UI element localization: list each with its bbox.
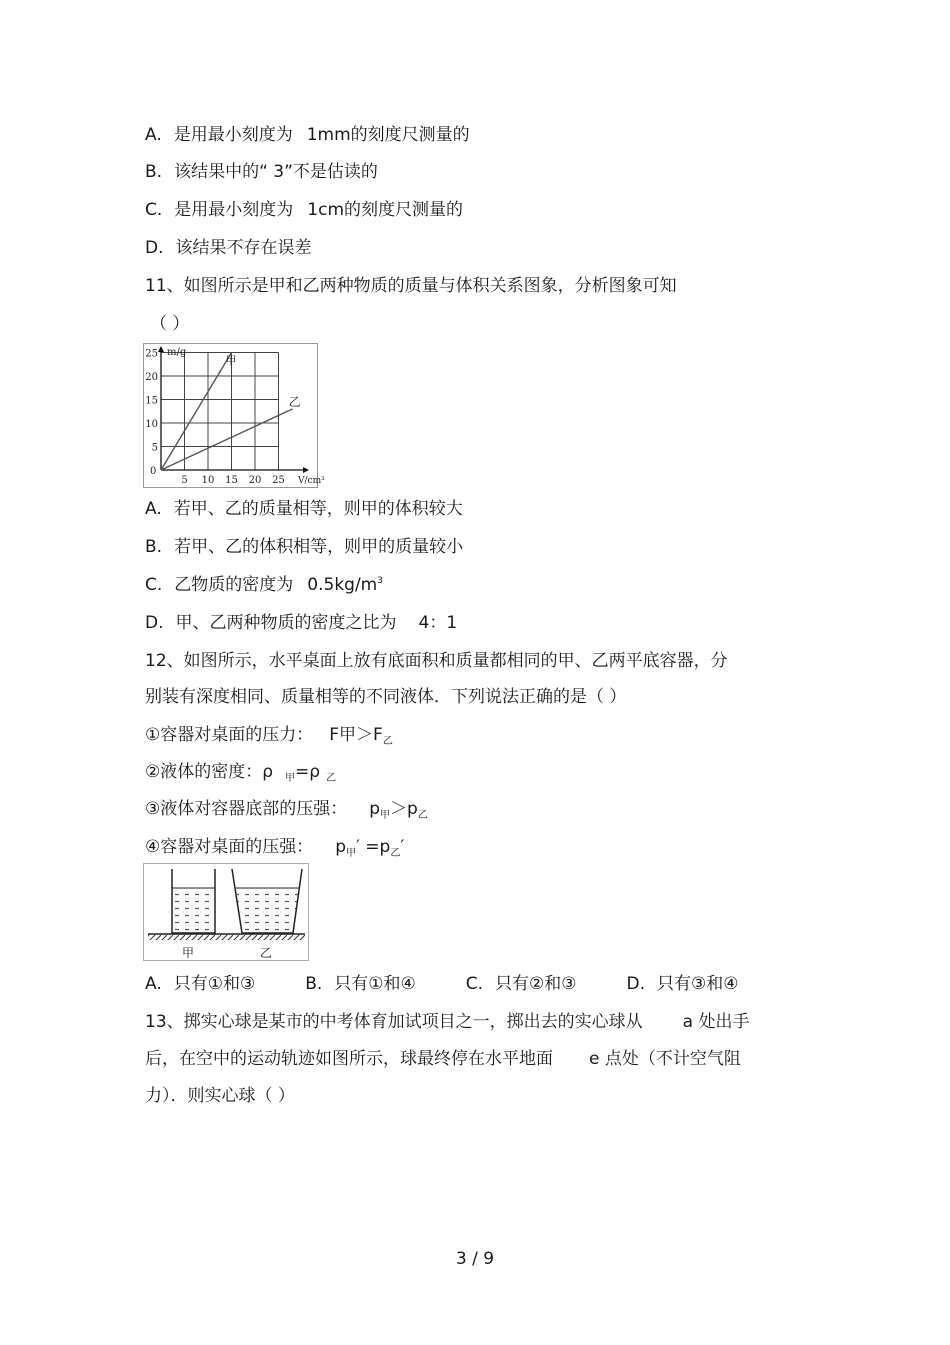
y-tick-label: 25 [145,348,158,360]
q12-stem-line2: 别装有深度相同、质量相等的不同液体．下列说法正确的是（ ） [145,687,627,707]
series-label-jia: 甲 [225,354,237,367]
q10-option-a: A. 是用最小刻度为 1mm的刻度尺测量的 [145,125,470,145]
y-axis-label: m/g [167,347,187,358]
x-tick-label: 20 [248,475,262,486]
table-hatch [148,934,305,940]
liquid-jia [172,888,215,933]
mass-volume-chart [143,343,325,489]
q11-option-b: B. 若甲、乙的体积相等，则甲的质量较小 [145,537,464,557]
q13-line1: 13、掷实心球是某市的中考体育加试项目之一，掷出去的实心球从 a 处出手 [145,1012,750,1032]
y-tick-label: 15 [145,395,158,407]
q11-answer-paren: （ ） [150,314,190,334]
page-number: 3 / 9 [455,1249,495,1269]
q12-options [145,973,739,995]
x-tick-label: 0 [150,466,157,477]
label-jia: 甲 [182,946,195,960]
q11-option-c: C. 乙物质的密度为 $0.5kg/m^3$ [145,575,383,595]
x-axis-label: V/cm³ [298,476,325,486]
q12-stem-line1: 12、如图所示，水平桌面上放有底面积和质量都相同的甲、乙两平底容器，分 [145,651,728,671]
q10-option-d: D. 该结果不存在误差 [145,238,312,258]
q12-statement-4: ④容器对桌面的压强： $p_甲' =p_乙'$ [145,837,405,859]
q12-option-a: A. 只有①和③ [145,974,256,994]
q13-line3: 力）．则实心球（ ） [145,1086,295,1106]
label-yi: 乙 [260,946,273,960]
y-tick-label: 20 [145,372,158,383]
q12-statement-2: ②液体的密度：ρ $_甲$=ρ $_乙$ [145,762,337,784]
q12-option-c: C. 只有②和③ [465,974,577,994]
q12-option-d: D. 只有③和④ [626,974,739,994]
q10-option-c: C. 是用最小刻度为 1cm的刻度尺测量的 [145,200,464,220]
q11-option-a: A. 若甲、乙的质量相等，则甲的体积较大 [145,499,463,519]
x-tick-label: 5 [181,475,188,486]
y-tick-label: 5 [151,442,158,454]
q12-statement-3: ③液体对容器底部的压强： $p_甲>p_乙$ [145,799,428,821]
q13-line2: 后，在空中的运动轨迹如图所示，球最终停在水平地面 e 点处（不计空气阻 [145,1049,741,1069]
y-tick-label: 10 [145,419,158,430]
containers-figure [143,863,309,961]
x-tick-label: 25 [272,475,285,486]
q11-stem: 11、如图所示是甲和乙两种物质的质量与体积关系图象，分析图象可知 [145,276,677,296]
liquid-yi [236,888,299,933]
q11-option-d: D. 甲、乙两种物质的密度之比为 4：1 [145,613,458,633]
x-tick-label: 15 [225,475,238,486]
q10-option-b: B. 该结果中的“ 3”不是估读的 [145,162,378,182]
x-tick-label: 10 [201,475,215,486]
q12-option-b: B. 只有①和④ [305,974,416,994]
series-label-yi: 乙 [288,394,301,409]
q12-statement-1: ①容器对桌面的压力： F甲$>F_乙$ [145,725,393,747]
